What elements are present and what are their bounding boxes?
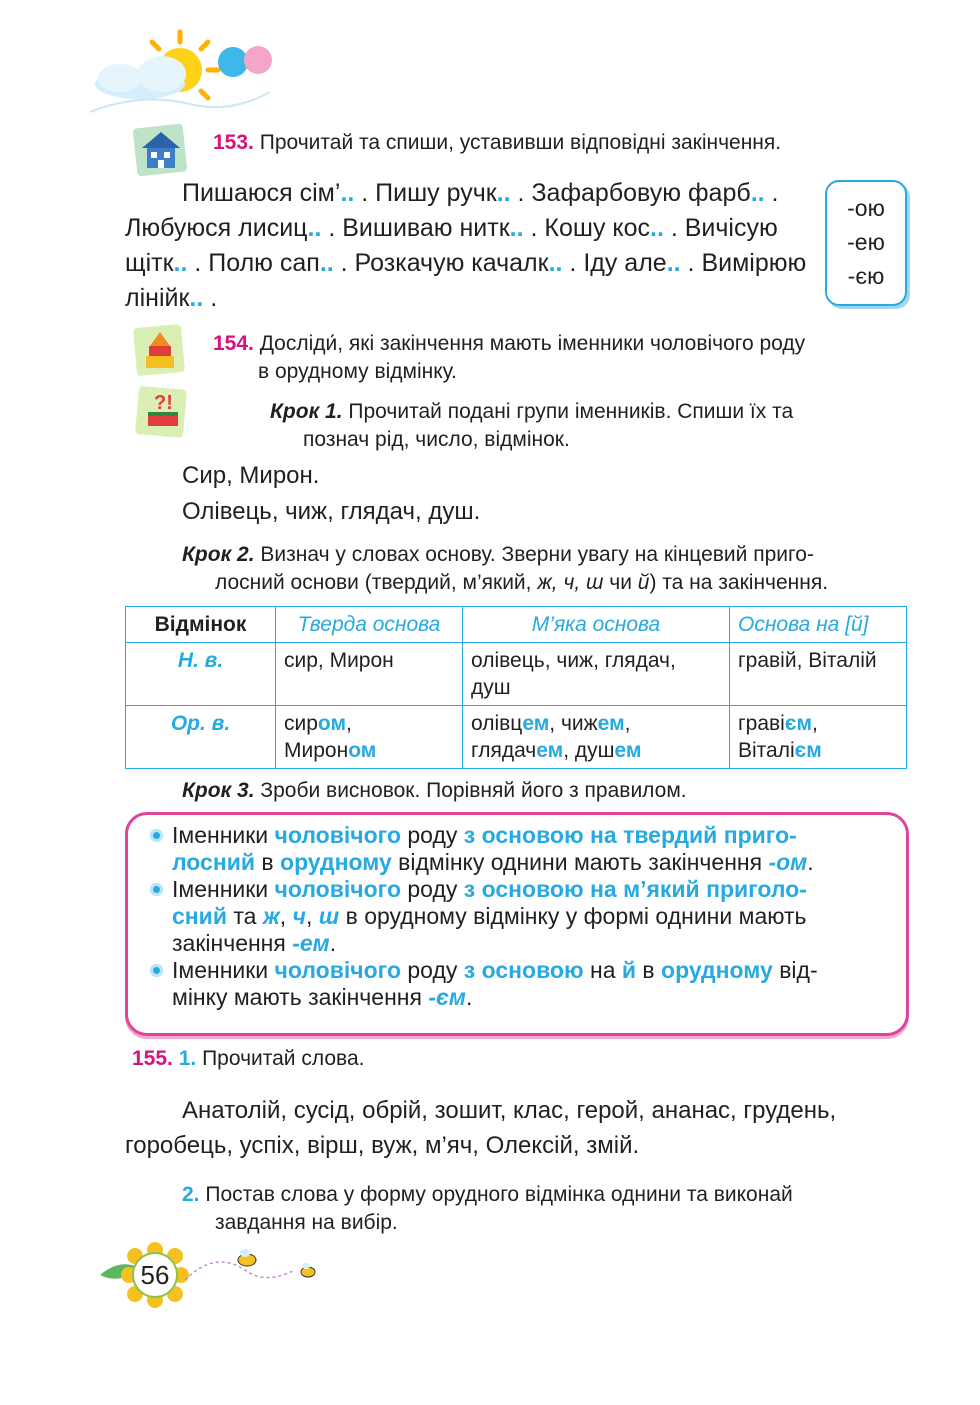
table-cell: сиром, Мироном bbox=[276, 706, 463, 769]
table-header: М’яка основа bbox=[463, 607, 730, 643]
table-cell: олівець, чиж, глядач, душ bbox=[463, 643, 730, 706]
case-cell: Ор. в. bbox=[126, 706, 276, 769]
noun-groups bbox=[182, 458, 480, 530]
step-label: Крок 2. bbox=[182, 543, 255, 566]
exercise-155-heading bbox=[132, 1045, 364, 1073]
subtask-number: 1. bbox=[178, 1047, 197, 1070]
exercise-number: 153. bbox=[213, 131, 254, 154]
rule-item: Іменники чоловічого роду з основою на й в орудному від- мінку мають закінчення -єм. bbox=[172, 957, 892, 1011]
subtask-instruction: Прочитай слова. bbox=[202, 1047, 365, 1070]
svg-text:?!: ?! bbox=[154, 392, 173, 414]
endings-box bbox=[825, 180, 907, 306]
text-line: Пишаюся сім’.. . Пишу ручк.. . Зафарбовую фарб.. . bbox=[182, 179, 779, 207]
bee-icon bbox=[301, 1263, 315, 1277]
table-header: Відмінок bbox=[126, 607, 276, 643]
subtask-number: 2. bbox=[182, 1183, 200, 1206]
step-3: Крок 3. Зроби висновок. Порівняй його з правилом. bbox=[182, 779, 687, 802]
pink-balloon-icon bbox=[244, 46, 272, 74]
table-cell: гравієм, Віталієм bbox=[730, 706, 907, 769]
step-2: Крок 2. Визнач у словах основу. Зверни увагу на кінцевий приго- лосний основи (твердий, м’який, ж, ч, ш чи й) та на закінчення. bbox=[182, 543, 829, 594]
text-line: лінійк.. . bbox=[125, 284, 218, 312]
table-cell: олівцем, чижем, глядачем, душем bbox=[463, 706, 730, 769]
house-icon bbox=[132, 120, 190, 178]
exercise-153-text bbox=[125, 176, 825, 316]
exercise-number: 154. bbox=[213, 332, 254, 355]
case-cell: Н. в. bbox=[126, 643, 276, 706]
bullet-icon bbox=[150, 829, 163, 842]
step-1: Крок 1. Прочитай подані групи іменників. Спиши їх та познач рід, число, відмінок. bbox=[270, 400, 794, 451]
noun-group: Сир, Мирон. bbox=[182, 462, 320, 489]
table-row bbox=[126, 643, 907, 706]
exercise-154-heading bbox=[213, 330, 913, 386]
rule-item: Іменники чоловічого роду з основою на м’який приголо- сний та ж, ч, ш в орудному відмінку у формі однини мають закінчення -ем. bbox=[172, 876, 892, 957]
noun-group: Олівець, чиж, глядач, душ. bbox=[182, 498, 481, 525]
bullet-icon bbox=[150, 883, 163, 896]
step-label: Крок 1. bbox=[270, 400, 343, 423]
table-header: Тверда основа bbox=[276, 607, 463, 643]
blue-balloon-icon bbox=[218, 47, 248, 77]
exercise-instruction-cont: в орудному відмінку. bbox=[258, 360, 457, 383]
page-number-decoration bbox=[95, 1240, 330, 1310]
sun-cloud-balloons-decoration bbox=[80, 22, 280, 117]
question-book-icon bbox=[134, 384, 190, 440]
exercise-155-words: Анатолій, сусід, обрій, зошит, клас, герой, ананас, грудень, горобець, успіх, вірш, вуж, м’яч, Олексій, змій. bbox=[125, 1097, 837, 1159]
table-cell: сир, Мирон bbox=[276, 643, 463, 706]
grammar-table bbox=[125, 606, 907, 769]
ending-option: -ею bbox=[847, 229, 885, 255]
bee-icon bbox=[238, 1249, 256, 1266]
step-label: Крок 3. bbox=[182, 779, 255, 802]
text-line: щітк.. . Полю сап.. . Розкачую качалк.. . Іду але.. . Вимірюю bbox=[125, 249, 807, 277]
ending-option: -єю bbox=[847, 263, 885, 289]
exercise-153-heading bbox=[213, 129, 781, 157]
blocks-icon bbox=[132, 322, 188, 378]
exercise-instruction: Прочитай та спиши, уставивши відповідні закінчення. bbox=[259, 131, 782, 154]
table-header: Основа на [й] bbox=[730, 607, 907, 643]
exercise-number: 155. bbox=[132, 1047, 173, 1070]
subtask-2: 2. Постав слова у форму орудного відмінка однини та виконай завдання на вибір. bbox=[182, 1183, 793, 1234]
table-cell: гравій, Віталій bbox=[730, 643, 907, 706]
ending-option: -ою bbox=[847, 195, 885, 221]
cloud-icon bbox=[95, 56, 186, 99]
table-row bbox=[126, 706, 907, 769]
exercise-instruction: Досліди́, які закінчення мають іменники чоловічого роду bbox=[259, 332, 806, 355]
table-header-row bbox=[126, 607, 907, 643]
grammar-rule-text bbox=[172, 822, 892, 1011]
page-number: 56 bbox=[140, 1260, 170, 1290]
text-line: Любуюся лисиц.. . Вишиваю нитк.. . Кошу кос.. . Вичісую bbox=[125, 214, 778, 242]
bullet-icon bbox=[150, 964, 163, 977]
rule-item: Іменники чоловічого роду з основою на твердий приго- лосний в орудному відмінку однини мають закінчення -ом. bbox=[172, 822, 892, 876]
